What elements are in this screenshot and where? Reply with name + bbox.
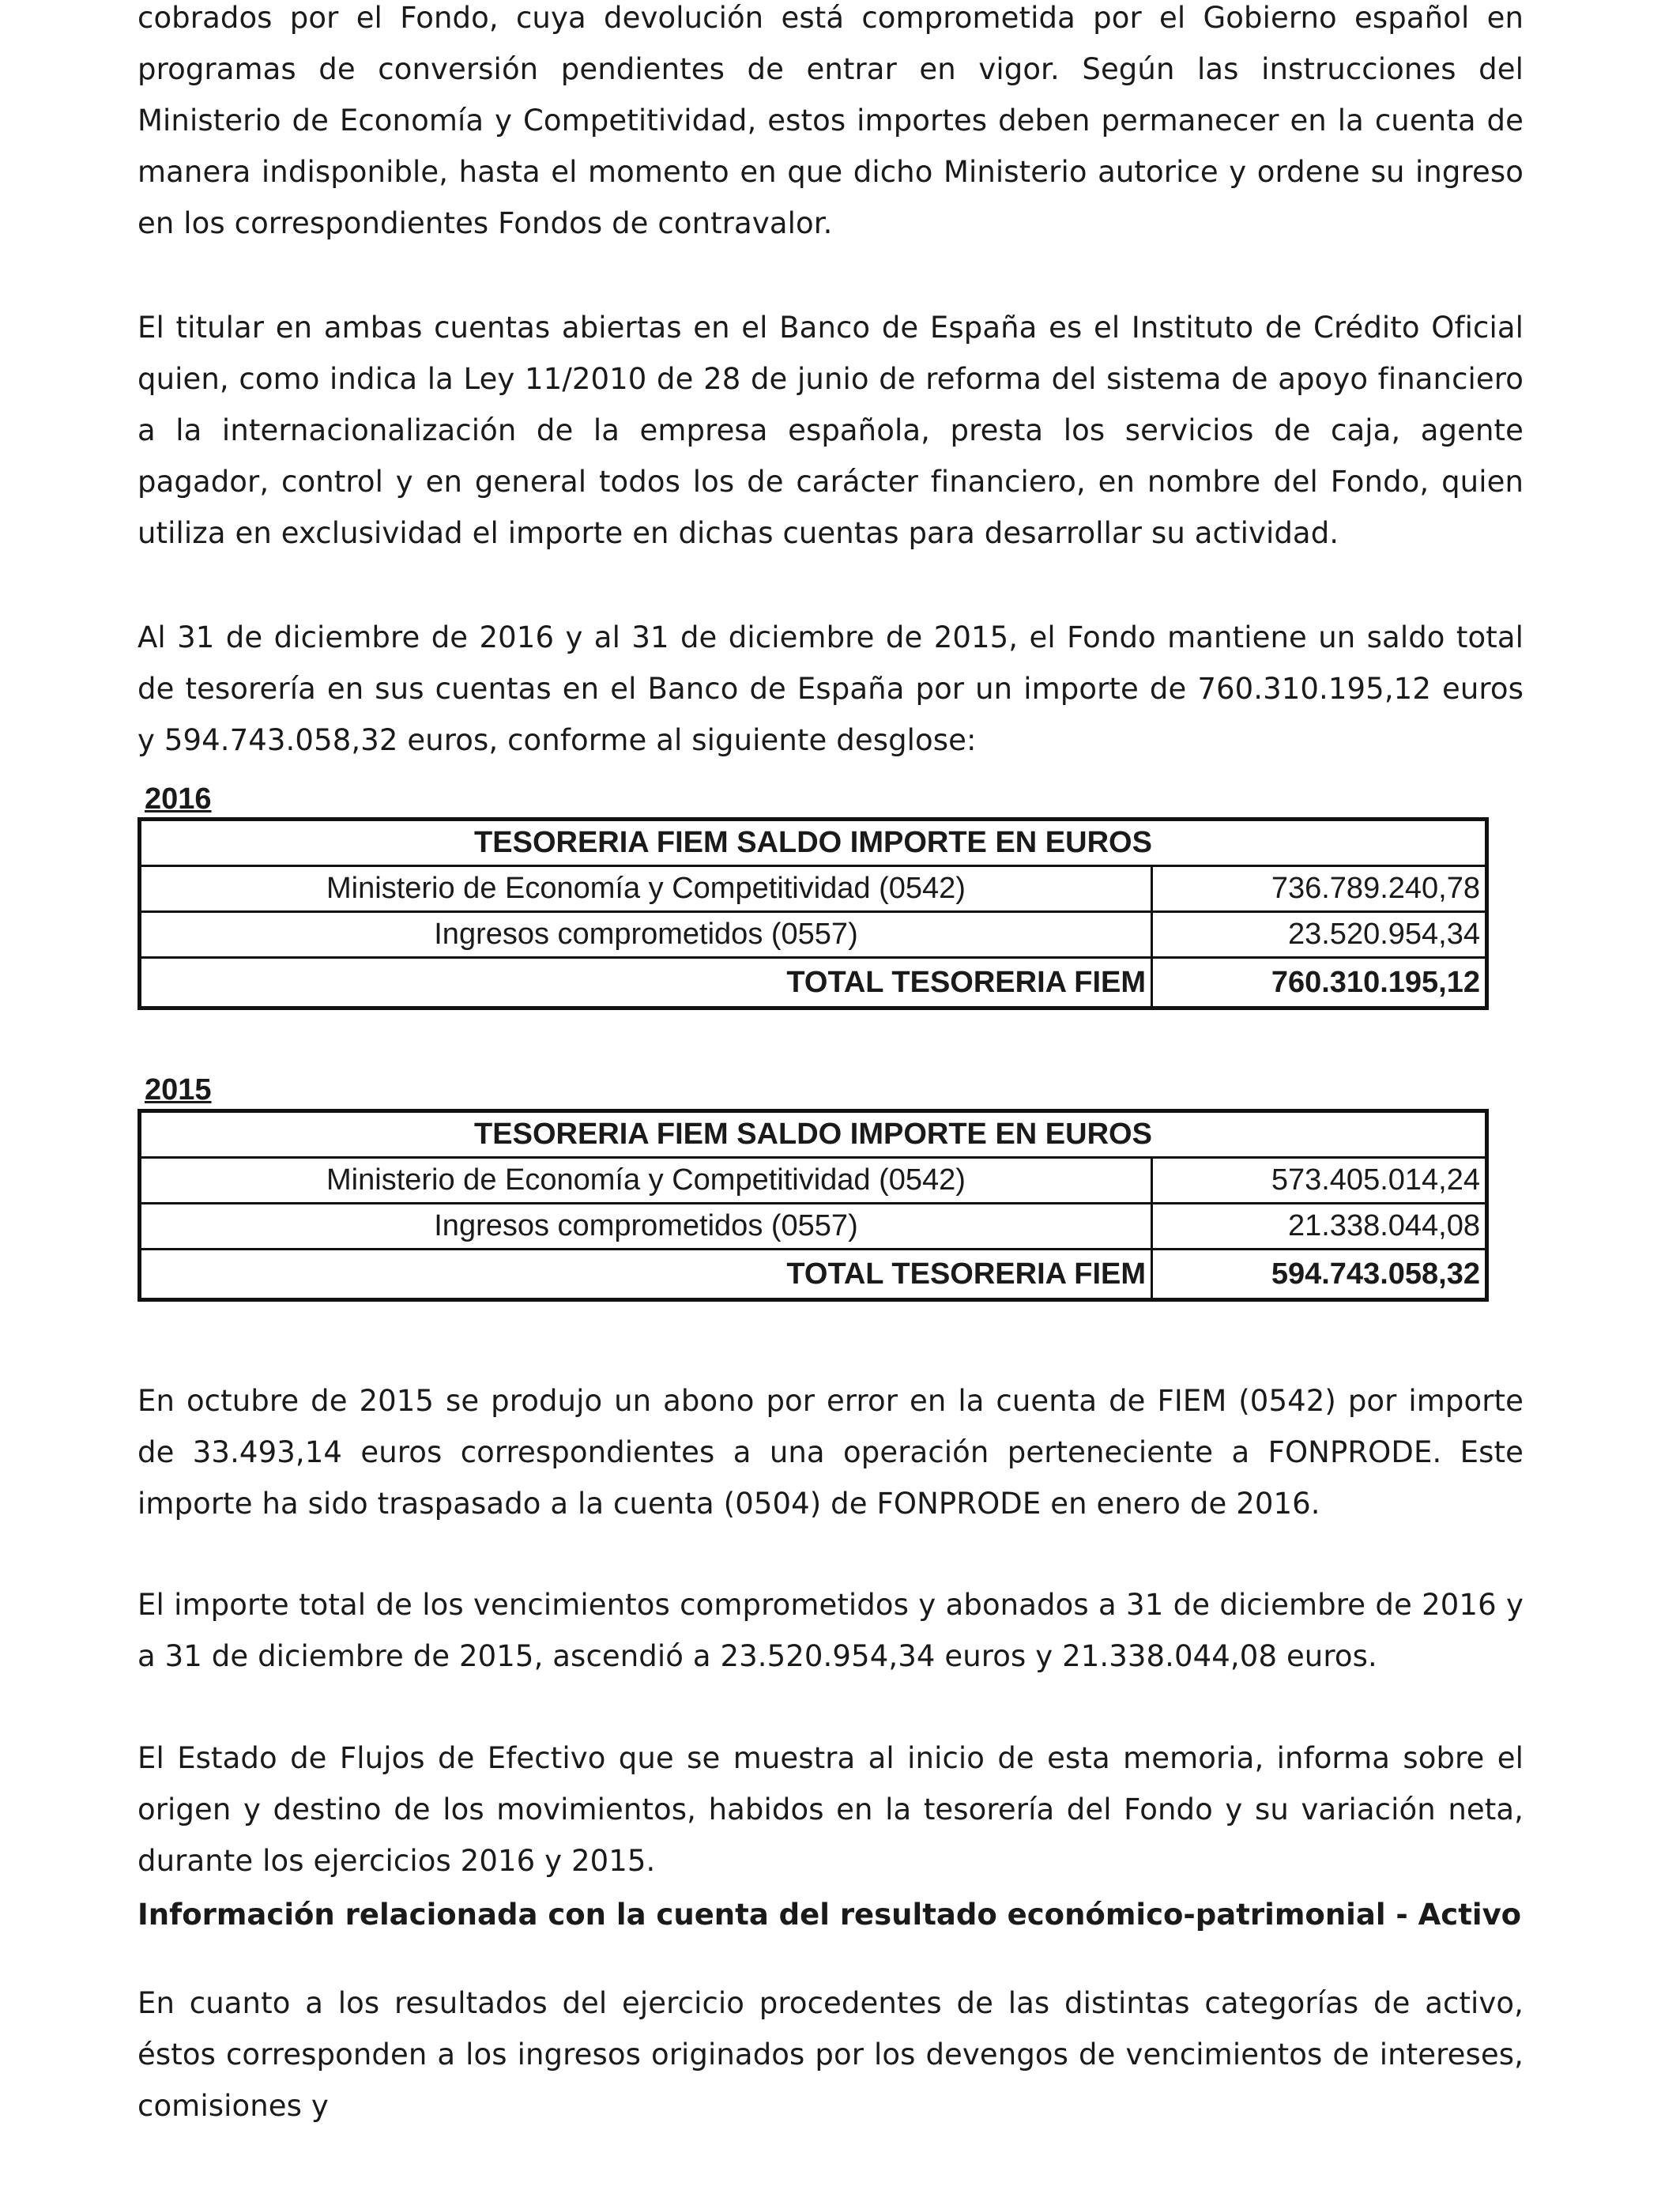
- total-label: TOTAL TESORERIA FIEM: [140, 1250, 1152, 1300]
- row-value: 21.338.044,08: [1152, 1204, 1487, 1250]
- table-header-row: [140, 820, 1487, 866]
- table-header: TESORERIA FIEM SALDO IMPORTE EN EUROS: [140, 820, 1487, 866]
- row-label: Ingresos comprometidos (0557): [140, 1204, 1152, 1250]
- paragraph-cash-flows: El Estado de Flujos de Efectivo que se muestra al inicio de esta memoria, informa sobre el origen y destino de los movimientos, habidos en la tesorería del Fondo y su variación neta, durante los ejercicios 2016 y 2015.: [137, 1741, 1524, 1878]
- paragraph-maturities: El importe total de los vencimientos comprometidos y abonados a 31 de diciembre de 2016 y a 31 de diciembre de 2015, ascendió a 23.520.954,34 euros y 21.338.044,08 euros.: [137, 1588, 1524, 1673]
- table-row: [140, 866, 1487, 912]
- section-heading: Información relacionada con la cuenta del resultado económico-patrimonial - Activo: [137, 1898, 1522, 1932]
- row-label: Ingresos comprometidos (0557): [140, 912, 1152, 958]
- row-value: 736.789.240,78: [1152, 866, 1487, 912]
- row-value: 23.520.954,34: [1152, 912, 1487, 958]
- table-header-row: [140, 1111, 1487, 1158]
- paragraph-asset-results: En cuanto a los resultados del ejercicio procedentes de las distintas categorías de activo, éstos corresponden a los ingresos originados por los devengos de vencimientos de intereses, comisiones y: [137, 1986, 1524, 2123]
- treasury-table-2015: [137, 1109, 1489, 1302]
- table-row: [140, 912, 1487, 958]
- row-label: Ministerio de Economía y Competitividad (0542): [140, 1158, 1152, 1204]
- paragraph-fund-returns: cobrados por el Fondo, cuya devolución está comprometida por el Gobierno español en programas de conversión pendientes de entrar en vigor. Según las instrucciones del Ministerio de Economía y Competitividad, estos importes deben permanecer en la cuenta de manera indisponible, hasta el momento en que dicho Ministerio autorice y ordene su ingreso en los correspondientes Fondos de contravalor.: [137, 1, 1524, 240]
- table-row: [140, 1158, 1487, 1204]
- row-value: 573.405.014,24: [1152, 1158, 1487, 1204]
- total-value: 760.310.195,12: [1152, 958, 1487, 1008]
- year-label-2015: 2015: [145, 1073, 212, 1106]
- paragraph-erroneous-credit: En octubre de 2015 se produjo un abono por error en la cuenta de FIEM (0542) por importe de 33.493,14 euros correspondientes a una operación perteneciente a FONPRODE. Este importe ha sido traspasado a la cuenta (0504) de FONPRODE en enero de 2016.: [137, 1384, 1524, 1521]
- year-label-2016: 2016: [145, 782, 212, 816]
- row-label: Ministerio de Economía y Competitividad (0542): [140, 866, 1152, 912]
- table-total-row: [140, 958, 1487, 1008]
- total-value: 594.743.058,32: [1152, 1250, 1487, 1300]
- table-row: [140, 1204, 1487, 1250]
- paragraph-treasury-balance: Al 31 de diciembre de 2016 y al 31 de diciembre de 2015, el Fondo mantiene un saldo total de tesorería en sus cuentas en el Banco de España por un importe de 760.310.195,12 euros y 594.743.058,32 euros, conforme al siguiente desglose:: [137, 620, 1524, 757]
- table-total-row: [140, 1250, 1487, 1300]
- total-label: TOTAL TESORERIA FIEM: [140, 958, 1152, 1008]
- treasury-table-2016: [137, 817, 1489, 1010]
- table-header: TESORERIA FIEM SALDO IMPORTE EN EUROS: [140, 1111, 1487, 1158]
- paragraph-account-holder: El titular en ambas cuentas abiertas en el Banco de España es el Instituto de Crédito Oficial quien, como indica la Ley 11/2010 de 28 de junio de reforma del sistema de apoyo financiero a la internacionalización de la empresa española, presta los servicios de caja, agente pagador, control y en general todos los de carácter financiero, en nombre del Fondo, quien utiliza en exclusividad el importe en dichas cuentas para desarrollar su actividad.: [137, 311, 1524, 550]
